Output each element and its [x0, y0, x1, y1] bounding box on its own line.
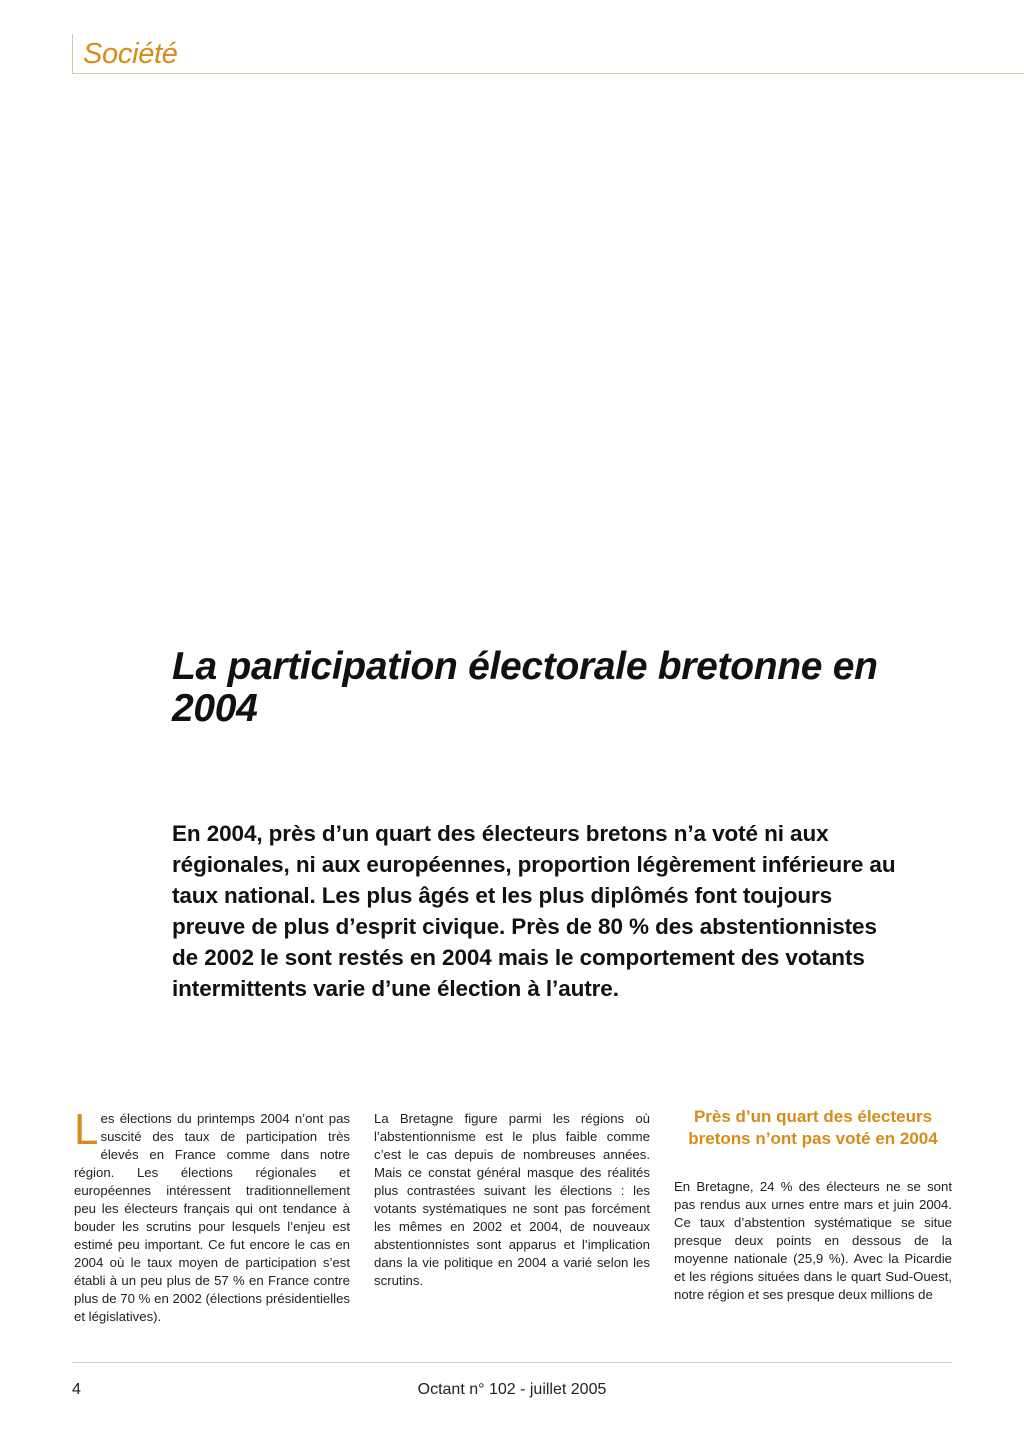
body-column-2: [374, 1110, 650, 1290]
column-3-subheading: Près d’un quart des électeurs bretons n’ont pas voté en 2004: [688, 1107, 938, 1148]
drop-cap: L: [74, 1105, 99, 1154]
column-1-paragraph: [74, 1105, 350, 1326]
body-column-1: [74, 1105, 350, 1326]
column-2-text: La Bretagne figure parmi les régions où l’abstentionnisme est le plus faible comme c’est le cas depuis de nombreuses années. Mais ce constat général masque des réalités plus contrastées suivant les élections : les votants systématiques ne sont pas forcément les mêmes en 2002 et 2004, de nouveaux abstentionnistes sont apparus et l’implication dans la vie politique en 2004 a varié selon les scrutins.: [374, 1111, 650, 1288]
page-number: 4: [72, 1381, 81, 1398]
footer-rule: [72, 1362, 952, 1363]
section-label: Société: [83, 38, 178, 70]
publication-info: Octant n° 102 - juillet 2005: [417, 1381, 607, 1398]
body-column-3: [674, 1107, 952, 1304]
section-header: [72, 34, 1024, 74]
column-3-text: En Bretagne, 24 % des électeurs ne se sont pas rendus aux urnes entre mars et juin 2004. Ce taux d’abstention systématique se situe presque deux points en dessous de la moyenne nationale (25,9 %). Avec la Picardie et les régions situées dans le quart Sud-Ouest, notre région et ses presque deux millions de: [674, 1179, 952, 1302]
article-title: La participation électorale bretonne en 2004: [172, 645, 878, 730]
article-lead: En 2004, près d’un quart des électeurs bretons n’a voté ni aux régionales, ni aux européennes, proportion légèrement inférieure au taux national. Les plus âgés et les plus diplômés font toujours preuve de plus d’esprit civique. Près de 80 % des abstentionnistes de 2002 le sont restés en 2004 mais le comportement des votants intermittents varie d’une élection à l’autre.: [172, 821, 896, 1001]
column-1-text: es élections du printemps 2004 n’ont pas suscité des taux de participation très élevés en France comme dans notre région. Les élections régionales et européennes intéressent traditionnellement peu les électeurs français qui ont tendance à bouder les scrutins pour lesquels l’enjeu est estimé peu important. Ce fut encore le cas en 2004 où le taux moyen de participation s’est établi à un peu plus de 57 % en France contre plus de 70 % en 2002 (élections présidentielles et législatives).: [74, 1111, 350, 1324]
